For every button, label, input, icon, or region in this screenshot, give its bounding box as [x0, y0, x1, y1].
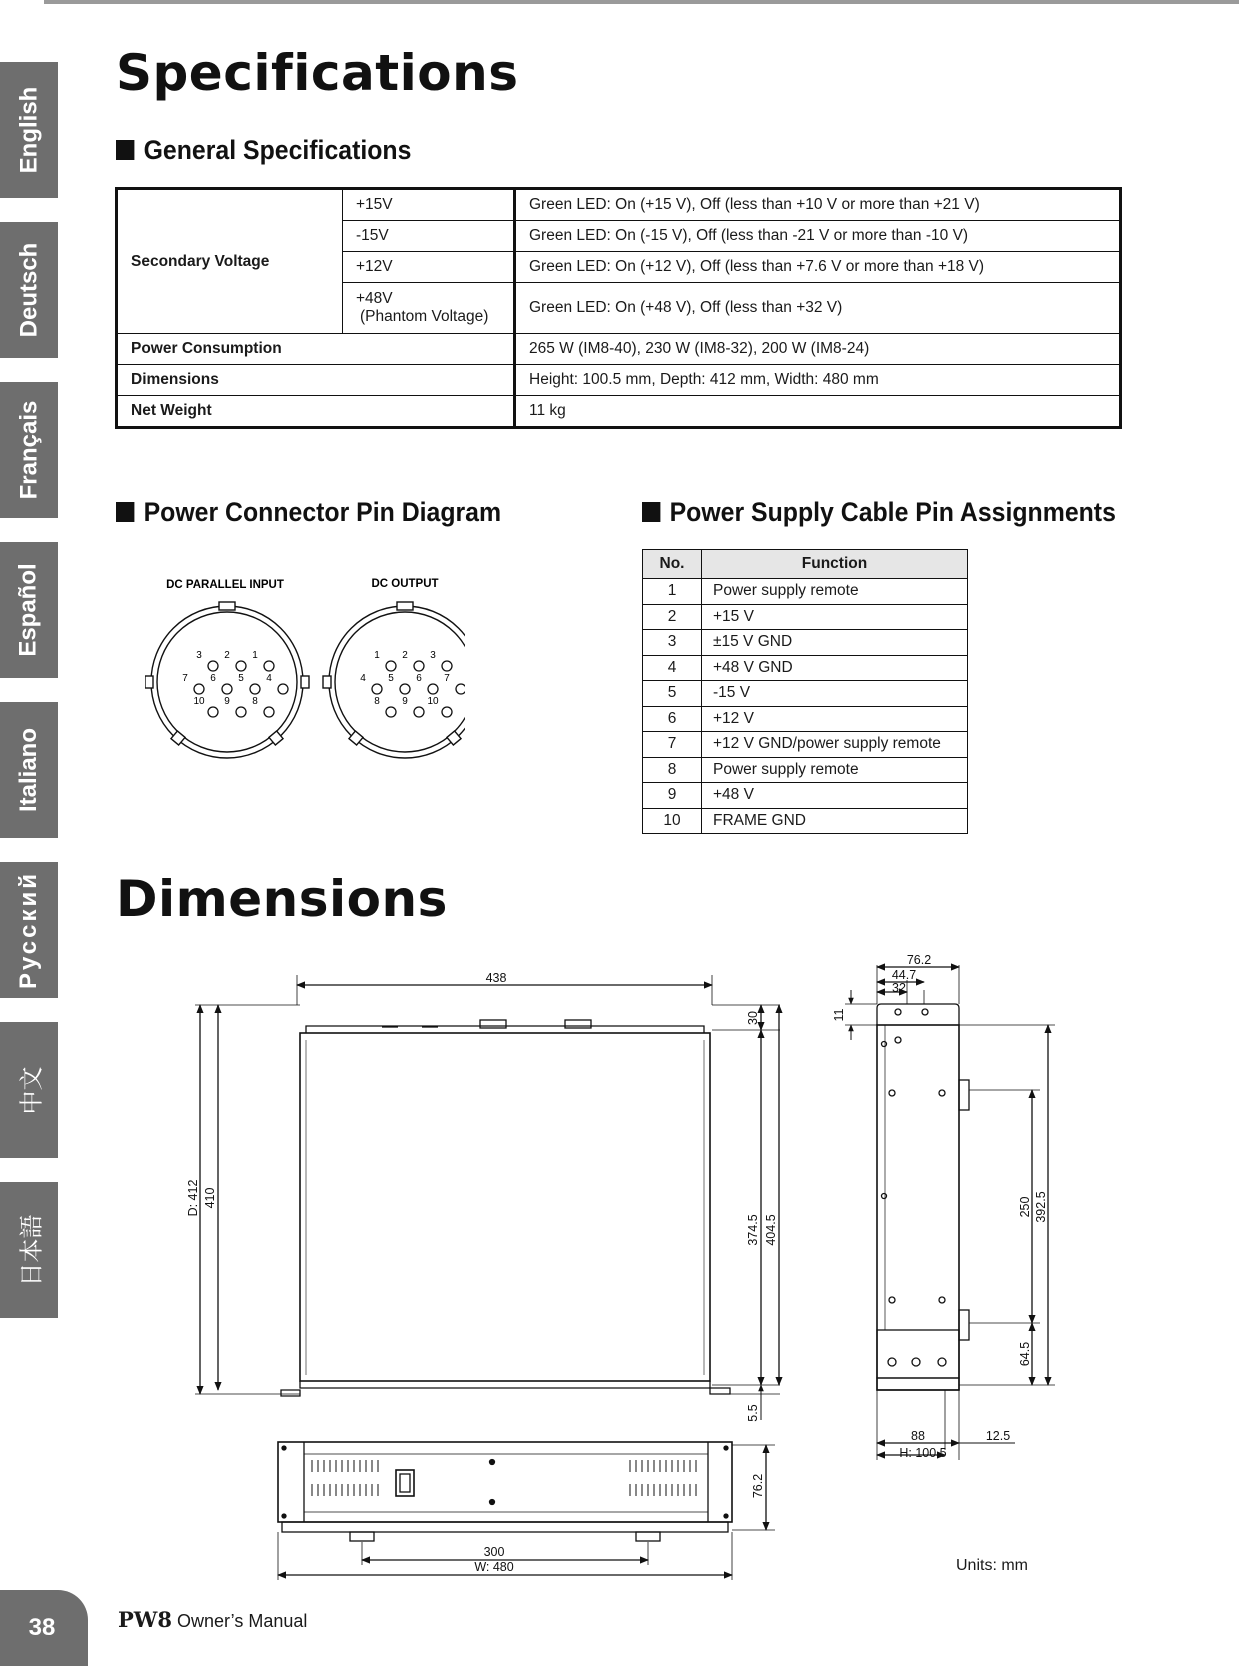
top-view — [195, 975, 780, 1420]
table-row — [643, 757, 968, 783]
pin-label: 10 — [193, 696, 205, 707]
bullet-square-icon — [116, 140, 134, 160]
pin-function: +48 V GND — [702, 655, 968, 681]
input-label: DC PARALLEL INPUT — [166, 579, 284, 591]
dim-label: 64.5 — [1018, 1341, 1032, 1367]
dim-label: W: 480 — [474, 1560, 514, 1574]
pin-hole — [428, 684, 438, 694]
bullet-square-icon — [116, 502, 134, 522]
pin-label: 3 — [430, 650, 436, 661]
table-row — [643, 655, 968, 681]
pin-label: 5 — [238, 673, 244, 684]
lang-label: Español — [15, 563, 43, 657]
pin-number: 8 — [643, 757, 702, 783]
dim-label: H: 100.5 — [899, 1446, 947, 1460]
dim-label: 438 — [485, 971, 507, 985]
pin-hole — [386, 661, 396, 671]
pin-hole — [194, 684, 204, 694]
pin-hole — [414, 661, 424, 671]
pin-label: 2 — [224, 650, 230, 661]
dim-label: 11 — [832, 1008, 846, 1022]
pin-label: 7 — [182, 673, 188, 684]
connector-heading — [116, 497, 501, 528]
pin-label: 1 — [252, 650, 258, 661]
pin-hole — [442, 661, 452, 671]
pin-number: 4 — [643, 655, 702, 681]
dim-label: 76.2 — [751, 1473, 765, 1499]
dc-input-connector — [145, 602, 309, 758]
dimension-drawing — [0, 930, 1100, 1620]
spec-label: Power Consumption — [117, 334, 515, 365]
spec-label: Secondary Voltage — [117, 189, 343, 334]
dim-label: 5.5 — [746, 1404, 760, 1422]
heading-text: Power Connector Pin Diagram — [143, 497, 502, 527]
spec-value: 11 kg — [515, 396, 1121, 428]
general-specs-table — [115, 187, 1122, 429]
spec-value: 265 W (IM8-40), 230 W (IM8-32), 200 W (IM8-24) — [515, 334, 1121, 365]
dim-label: 32 — [892, 981, 906, 995]
dim-label: 374.5 — [746, 1214, 760, 1246]
pin-hole — [278, 684, 288, 694]
pin-hole — [442, 707, 452, 717]
dim-label: 30 — [746, 1011, 760, 1025]
spec-value: Green LED: On (+15 V), Off (less than +10 V or more than +21 V) — [515, 189, 1121, 221]
pin-hole — [236, 707, 246, 717]
col-header-no: No. — [643, 550, 702, 579]
volt-note: (Phantom Voltage) — [360, 308, 489, 325]
pin-label: 4 — [360, 673, 366, 684]
dim-label: D: 412 — [186, 1179, 200, 1217]
pin-label: 2 — [402, 650, 408, 661]
pin-rows — [643, 579, 968, 834]
dim-label: 88 — [911, 1429, 925, 1443]
pin-number: 6 — [643, 706, 702, 732]
page-title: Specifications — [116, 44, 519, 102]
pin-number: 9 — [643, 783, 702, 809]
dim-label: 44.7 — [891, 968, 917, 982]
pin-function: FRAME GND — [702, 808, 968, 834]
pin-function: Power supply remote — [702, 757, 968, 783]
col-header-function: Function — [702, 550, 968, 579]
pin-label: 10 — [427, 696, 439, 707]
spec-value: Green LED: On (+48 V), Off (less than +32 V) — [515, 283, 1121, 334]
table-row — [643, 783, 968, 809]
pin-function: +48 V — [702, 783, 968, 809]
pin-number: 10 — [643, 808, 702, 834]
dim-label: 300 — [483, 1545, 505, 1559]
table-row — [643, 808, 968, 834]
lang-label: Français — [15, 400, 42, 500]
manual-title — [118, 1607, 307, 1632]
table-row — [643, 630, 968, 656]
lang-label: Italiano — [15, 727, 43, 813]
lang-label: Deutsch — [15, 242, 42, 338]
lang-tab-francais[interactable] — [0, 382, 58, 518]
pin-number: 2 — [643, 604, 702, 630]
table-header-row — [643, 550, 968, 579]
pin-hole — [400, 684, 410, 694]
pin-label: 5 — [388, 673, 394, 684]
pin-number: 5 — [643, 681, 702, 707]
manual-name: Owner’s Manual — [177, 1611, 308, 1631]
lang-tab-italiano[interactable] — [0, 702, 58, 838]
table-row — [117, 396, 1121, 428]
table-row — [117, 334, 1121, 365]
lang-label: 中文 — [18, 1066, 46, 1114]
cable-pin-table — [642, 549, 968, 834]
pin-label: 9 — [224, 696, 230, 707]
output-label: DC OUTPUT — [371, 578, 439, 590]
units-note: Units: mm — [956, 1557, 1028, 1574]
pin-label: 9 — [402, 696, 408, 707]
spec-value: Green LED: On (+12 V), Off (less than +7.6 V or more than +18 V) — [515, 252, 1121, 283]
pin-label: 6 — [416, 673, 422, 684]
dim-label: 76.2 — [906, 953, 932, 967]
heading-text: Power Supply Cable Pin Assignments — [669, 497, 1116, 527]
lang-label: Русский — [15, 871, 43, 989]
pin-number: 7 — [643, 732, 702, 758]
pin-hole — [208, 661, 218, 671]
lang-tab-espanol[interactable] — [0, 542, 58, 678]
pin-hole — [456, 684, 465, 694]
model-name: PW8 — [118, 1607, 172, 1632]
connector-diagram — [145, 565, 465, 795]
pin-function: +12 V — [702, 706, 968, 732]
spec-label: Dimensions — [117, 365, 515, 396]
table-row — [117, 365, 1121, 396]
pin-label: 7 — [444, 673, 450, 684]
pin-label: 8 — [374, 696, 380, 707]
lang-tab-deutsch[interactable] — [0, 222, 58, 358]
table-row — [643, 681, 968, 707]
pin-function: -15 V — [702, 681, 968, 707]
spec-label: Net Weight — [117, 396, 515, 428]
pin-function: ±15 V GND — [702, 630, 968, 656]
cable-heading — [642, 497, 1116, 528]
dimensions-title: Dimensions — [116, 870, 448, 928]
spec-volt: +12V — [343, 252, 515, 283]
general-specs-heading — [116, 135, 411, 166]
pin-hole — [250, 684, 260, 694]
table-row — [643, 579, 968, 605]
spec-volt — [343, 283, 515, 334]
pin-number: 1 — [643, 579, 702, 605]
pin-label: 8 — [252, 696, 258, 707]
table-row — [643, 706, 968, 732]
dimension-labels — [186, 953, 1048, 1574]
pin-function: +15 V — [702, 604, 968, 630]
heading-text: General Specifications — [143, 135, 412, 165]
lang-tab-english[interactable] — [0, 62, 58, 198]
pin-label: 4 — [266, 673, 272, 684]
pin-label: 1 — [374, 650, 380, 661]
pin-label: 3 — [196, 650, 202, 661]
pin-hole — [264, 661, 274, 671]
dim-label: 12.5 — [985, 1429, 1011, 1443]
spec-value: Green LED: On (-15 V), Off (less than -21 V or more than -10 V) — [515, 221, 1121, 252]
front-view — [278, 1442, 775, 1580]
page-number: 38 — [0, 1590, 88, 1666]
dim-label: 250 — [1018, 1196, 1032, 1218]
pin-hole — [236, 661, 246, 671]
pin-hole — [372, 684, 382, 694]
spec-volt: +15V — [343, 189, 515, 221]
pin-function: +12 V GND/power supply remote — [702, 732, 968, 758]
pin-hole — [264, 707, 274, 717]
pin-hole — [386, 707, 396, 717]
pin-hole — [222, 684, 232, 694]
spec-volt: -15V — [343, 221, 515, 252]
pin-label: 6 — [210, 673, 216, 684]
bullet-square-icon — [642, 502, 660, 522]
pin-hole — [208, 707, 218, 717]
pin-function: Power supply remote — [702, 579, 968, 605]
table-row — [643, 732, 968, 758]
dim-label: 392.5 — [1034, 1191, 1048, 1223]
lang-label: 日本語 — [18, 1214, 46, 1286]
dim-label: 404.5 — [764, 1214, 778, 1246]
spec-value: Height: 100.5 mm, Depth: 412 mm, Width: 480 mm — [515, 365, 1121, 396]
top-rule — [44, 0, 1239, 4]
lang-label: English — [15, 86, 43, 174]
table-row — [117, 189, 1121, 221]
pin-hole — [414, 707, 424, 717]
pin-number: 3 — [643, 630, 702, 656]
table-row — [643, 604, 968, 630]
volt-line: +48V — [356, 290, 393, 307]
dim-label: 410 — [203, 1187, 217, 1209]
